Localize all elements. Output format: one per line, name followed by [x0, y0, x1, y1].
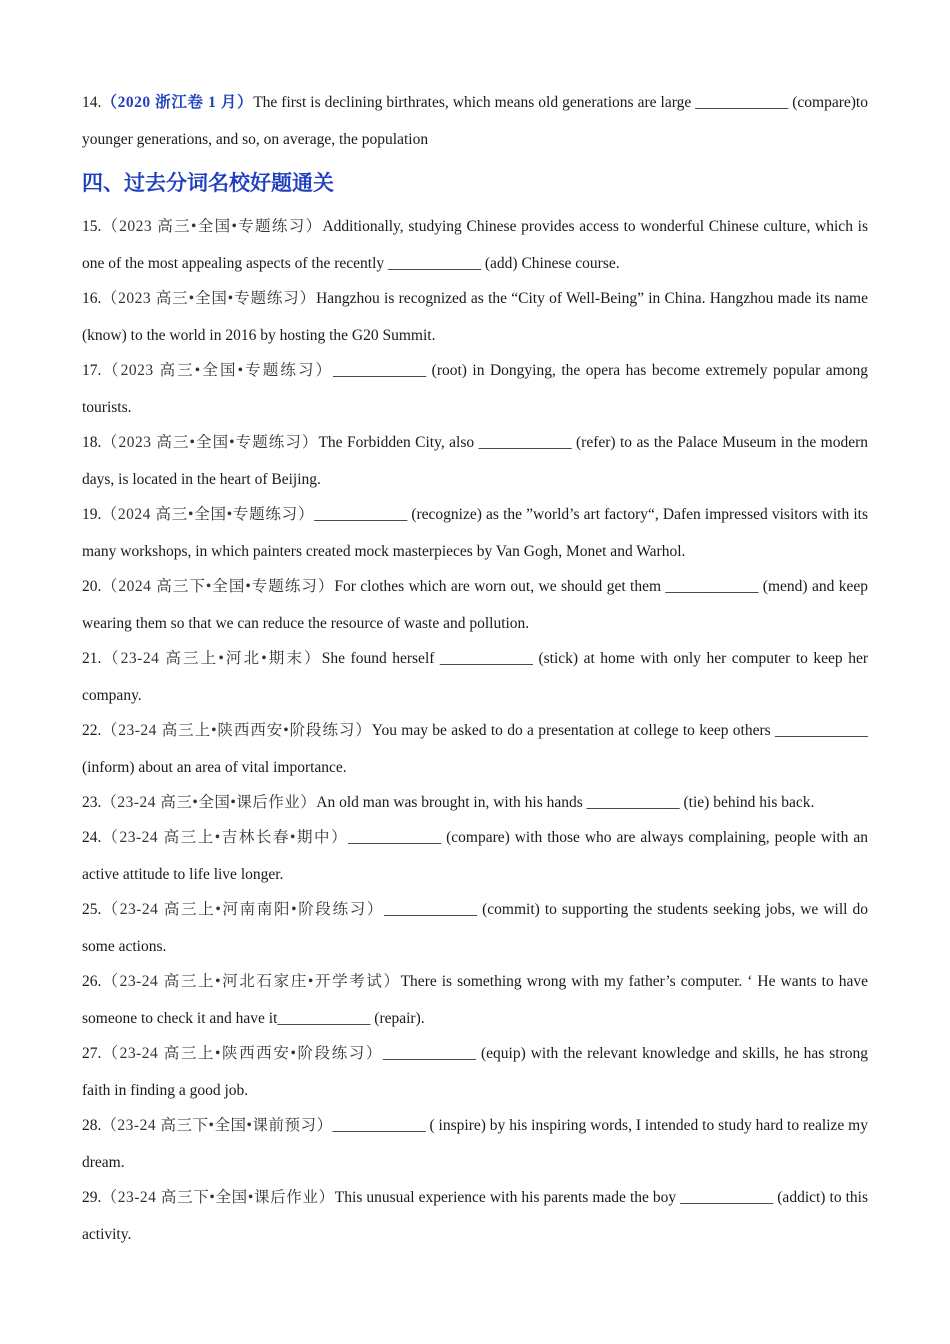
question-number: 25. [82, 901, 102, 918]
question-15 [82, 208, 868, 282]
question-number: 19. [82, 506, 102, 523]
question-source: （23-24 高三上•吉林长春•期中） [101, 829, 349, 846]
question-24 [82, 819, 868, 893]
question-text: The Forbidden City, also ____________ (refer) to as the Palace Museum in the modern days, is located in the heart of Beijing. [82, 434, 868, 488]
section-title: 四、过去分词名校好题通关 [82, 171, 334, 195]
question-text: ____________ (commit) to supporting the students seeking jobs, we will do some actions. [82, 901, 869, 955]
question-text: She found herself ____________ (stick) at home with only her computer to keep her company. [82, 650, 868, 704]
question-source: （23-24 高三上•陕西西安•阶段练习） [101, 722, 372, 739]
question-number: 21. [82, 650, 102, 667]
question-23 [82, 784, 868, 821]
question-22 [82, 712, 868, 786]
question-29 [82, 1179, 868, 1253]
question-text: ____________ ( inspire) by his inspiring words, I intended to study hard to realize my dream. [82, 1117, 868, 1171]
question-17 [82, 352, 868, 426]
question-number: 26. [82, 973, 102, 990]
question-number: 28. [82, 1117, 102, 1134]
question-text: ____________ (compare) with those who are always complaining, people with an active attitude to life live longer. [82, 829, 868, 883]
question-text: ____________ (root) in Dongying, the opera has become extremely popular among tourists. [82, 362, 868, 416]
question-text: ____________ (equip) with the relevant knowledge and skills, he has strong faith in finding a good job. [82, 1045, 868, 1099]
question-source: （2024 高三下•全国•专题练习） [101, 578, 335, 595]
question-28 [82, 1107, 868, 1181]
question-text: This unusual experience with his parents made the boy ____________ (addict) to this activity. [82, 1189, 869, 1243]
question-source: （23-24 高三上•河南南阳•阶段练习） [101, 901, 385, 918]
question-27 [82, 1035, 868, 1109]
question-source: （23-24 高三上•河北石家庄•开学考试） [101, 973, 401, 990]
question-number: 22. [82, 722, 102, 739]
question-20 [82, 568, 868, 642]
question-number: 20. [82, 578, 102, 595]
question-source: （23-24 高三下•全国•课前预习） [101, 1117, 333, 1134]
question-text: There is something wrong with my father’s computer. ‘ He wants to have someone to check it and have it____________ (repair). [82, 973, 868, 1027]
question-number: 14. [82, 94, 102, 111]
question-21 [82, 640, 868, 714]
question-number: 15. [82, 218, 102, 235]
question-text: Hangzhou is recognized as the “City of Well-Being” in China. Hangzhou made its name (know) to the world in 2016 by hosting the G20 Summit. [82, 290, 868, 344]
question-source: （23-24 高三上•陕西西安•阶段练习） [101, 1045, 384, 1062]
question-text: ____________ (recognize) as the ”world’s art factory“, Dafen impressed visitors with its many workshops, in which painters created mock masterpieces by Van Gogh, Monet and Warhol. [82, 506, 868, 560]
question-source: （23-24 高三上•河北•期末） [101, 650, 322, 667]
question-source: （2020 浙江卷 1 月） [101, 94, 254, 111]
question-text: Additionally, studying Chinese provides access to wonderful Chinese culture, which is one of the most appealing aspects of the recently ____________ (add) Chinese course. [82, 218, 868, 272]
question-number: 24. [82, 829, 102, 846]
question-text: You may be asked to do a presentation at college to keep others ____________ (inform) about an area of vital importance. [82, 722, 868, 776]
question-19 [82, 496, 868, 570]
question-14 [82, 84, 868, 158]
question-number: 17. [82, 362, 102, 379]
question-text: An old man was brought in, with his hands ____________ (tie) behind his back. [316, 794, 815, 811]
question-16 [82, 280, 868, 354]
question-text: For clothes which are worn out, we should get them ____________ (mend) and keep wearing them so that we can reduce the resource of waste and pollution. [82, 578, 868, 632]
document-page [82, 84, 868, 1251]
question-number: 16. [82, 290, 102, 307]
question-source: （23-24 高三下•全国•课后作业） [101, 1189, 335, 1206]
question-source: （2023 高三•全国•专题练习） [101, 290, 317, 307]
question-number: 18. [82, 434, 102, 451]
question-source: （2023 高三•全国•专题练习） [101, 218, 323, 235]
question-source: （23-24 高三•全国•课后作业） [101, 794, 317, 811]
question-number: 29. [82, 1189, 102, 1206]
question-text: The first is declining birthrates, which means old generations are large ____________ (compare)to younger generations, and so, on average, the population [82, 94, 868, 148]
question-number: 27. [82, 1045, 102, 1062]
question-source: （2023 高三•全国•专题练习） [101, 362, 334, 379]
question-26 [82, 963, 868, 1037]
question-source: （2023 高三•全国•专题练习） [101, 434, 319, 451]
question-source: （2024 高三•全国•专题练习） [101, 506, 315, 523]
question-25 [82, 891, 868, 965]
question-18 [82, 424, 868, 498]
question-number: 23. [82, 794, 102, 811]
